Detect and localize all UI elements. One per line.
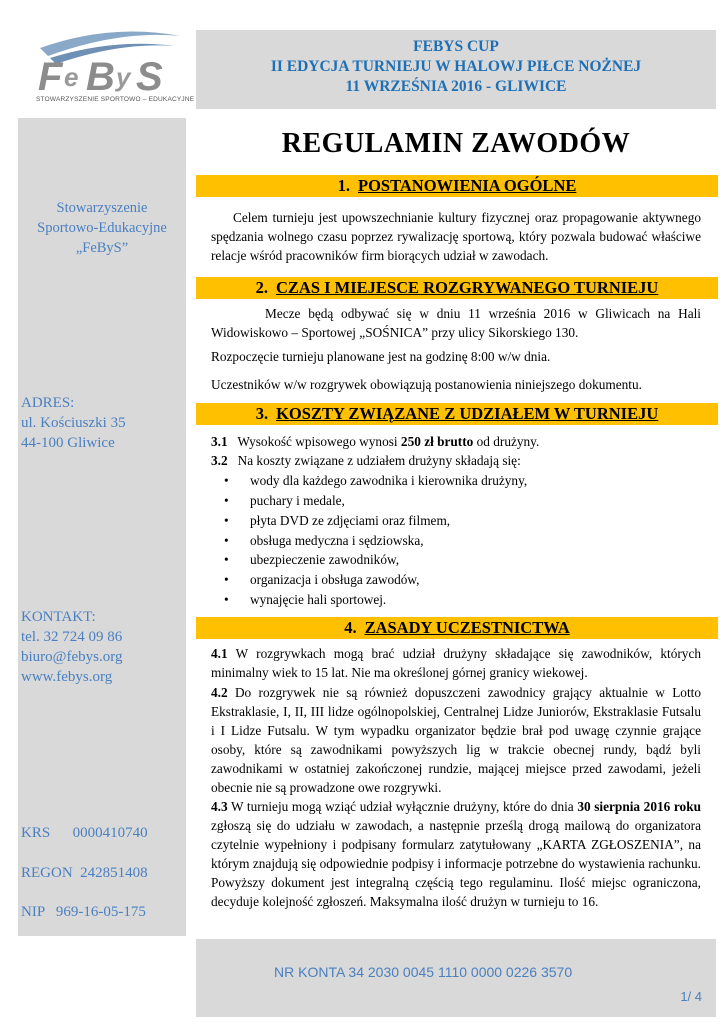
cost-list-item-text: ubezpieczenie zawodników, [250, 552, 400, 567]
section-heading-3 [196, 403, 718, 425]
svg-text:y: y [116, 62, 131, 92]
item-4-2 [211, 683, 701, 797]
item-number: 3.1 [211, 434, 228, 449]
cost-list-item-text: puchary i medale, [250, 493, 345, 508]
address-city: 44-100 Gliwice [21, 435, 115, 451]
item-text: od drużyny. [473, 434, 540, 449]
section-title: ZASADY UCZESTNICTWA [364, 618, 570, 637]
section-title: KOSZTY ZWIĄZANE Z UDZIAŁEM W TURNIEJU [276, 404, 659, 423]
section-heading-4 [196, 617, 718, 639]
item-number: 4.2 [211, 685, 228, 700]
section-number: 1. [337, 176, 350, 195]
org-line: Stowarzyszenie [56, 200, 148, 216]
contact-website[interactable]: www.febys.org [21, 669, 113, 685]
svg-text:F: F [38, 55, 63, 98]
document-footer [196, 939, 716, 1017]
sidebar [18, 118, 186, 936]
bullet-icon: • [224, 533, 229, 548]
item-4-1 [211, 644, 701, 682]
sidebar-address [21, 393, 126, 453]
svg-text:B: B [86, 55, 115, 98]
svg-text:e: e [64, 62, 79, 92]
section-number: 2. [255, 278, 268, 297]
bullet-icon: • [224, 592, 229, 607]
cost-list-item-text: wynajęcie hali sportowej. [250, 592, 387, 607]
bullet-icon: • [224, 493, 229, 508]
page-title: REGULAMIN ZAWODÓW [281, 128, 631, 159]
section-2-paragraph-1: Mecze będą odbywać się w dniu 11 września 2016 w Gliwicach na Hali Widowiskowo – Sportowej „SOŚNICA” przy ulicy Sikorskiego 130. [211, 306, 701, 340]
section-title: CZAS I MIEJESCE ROZGRYWANEGO TURNIEJU [276, 278, 659, 297]
sidebar-contact [21, 607, 122, 687]
header-line-1: FEBYS CUP [413, 38, 499, 55]
febys-logo-graphic [30, 28, 190, 98]
cost-list-item-text: wody dla każdego zawodnika i kierownika drużyny, [250, 473, 528, 488]
bank-account: NR KONTA 34 2030 0045 1110 0000 0226 3570 [274, 964, 573, 980]
header-line-3: 11 WRZEŚNIA 2016 - GLIWICE [345, 78, 567, 95]
registration-deadline: 30 sierpnia 2016 roku [577, 799, 701, 814]
section-number: 4. [344, 618, 357, 637]
cost-list-item-text: organizacja i obsługa zawodów, [250, 572, 420, 587]
org-line: „FeByS” [75, 240, 129, 256]
section-number: 3. [255, 404, 269, 423]
item-text: Do rozgrywek nie są również dopuszczeni zawodnicy grający aktualnie w Lotto Ekstraklasie, I, II, III lidze ogólnopolskiej, Centralnej Lidze Juniorów, Ekstraklasie Futsalu i I Lidze Futsalu. W tym wypadku organizator będzie brał pod uwagę czynnie grające osoby, które są zawodnikami powyższych lig w trakcie obecnej rundy, bądź byli zawodnikami w ostatniej zakończonej rundzie, mającej miejsce przed zawodami, jeżeli obecnie nie są prowadzone owe rozgrywki. [211, 685, 701, 795]
contact-email[interactable]: biuro@febys.org [21, 649, 123, 665]
bullet-icon: • [224, 513, 229, 528]
bullet-icon: • [224, 552, 229, 567]
section-2-paragraph-3: Uczestników w/w rozgrywek obowiązują postanowienia niniejszego dokumentu. [211, 377, 642, 392]
bullet-icon: • [224, 572, 229, 587]
section-heading-2 [196, 277, 718, 299]
svg-text:S: S [136, 55, 163, 98]
item-text: zgłoszą się do udziału w zawodach, a następnie prześlą drogą mailową do organizatora czytelnie wypełniony i podpisany formularz zatytułowany „KARTA ZGŁOSZENIA”, na którym znajdują się odpowiednie podpisy i informacje potrzebne do wystawienia rachunku. Powyższy dokument jest integralną częścią tego regulaminu. Ilość miejsc ograniczona, decyduje kolejność zgłoszeń. Maksymalna ilość drużyn w turnieju to 16. [211, 818, 701, 909]
page-number: 1/ 4 [680, 989, 702, 1004]
section-1-paragraph: Celem turnieju jest upowszechnianie kultury fizycznej oraz propagowanie aktywnego spędzania wolnego czasu poprzez rywalizację sportową, który pozwala budować właściwe relacje wśród pracowników firm biorących udział w zawodach. [211, 210, 701, 263]
header-line-2: II EDYCJA TURNIEJU W HALOWJ PIŁCE NOŻNEJ [270, 58, 642, 75]
address-label: ADRES: [21, 395, 75, 411]
item-text: Wysokość wpisowego wynosi [227, 434, 401, 449]
item-text: W turnieju mogą wziąć udział wyłącznie drużyny, które do dnia [227, 799, 578, 814]
org-line: Sportowo-Edukacyjne [37, 220, 167, 236]
entry-fee: 250 zł brutto [400, 434, 474, 449]
section-2-paragraph-2: Rozpoczęcie turnieju planowane jest na godzinę 8:00 w/w dnia. [211, 349, 551, 364]
sidebar-nip: NIP 969-16-05-175 [21, 904, 146, 920]
item-text: W rozgrywkach mogą brać udział drużyny składające się zawodników, których minimalny wiek to 15 lat. Nie ma określonej górnej granicy wiekowej. [211, 646, 701, 680]
item-number: 4.1 [211, 646, 228, 661]
document-header [196, 30, 716, 109]
item-4-3 [211, 797, 701, 911]
contact-phone: tel. 32 724 09 86 [21, 629, 123, 645]
sidebar-organization [18, 198, 186, 258]
address-street: ul. Kościuszki 35 [21, 415, 126, 431]
contact-label: KONTAKT: [21, 609, 96, 625]
item-3-2 [211, 451, 701, 470]
item-text: Na koszty związane z udziałem drużyny składają się: [227, 453, 521, 468]
logo-subtitle: STOWARZYSZENIE SPORTOWO – EDUKACYJNE [36, 96, 195, 103]
item-3-1 [211, 432, 701, 451]
item-number: 4.3 [211, 799, 228, 814]
section-heading-1 [196, 175, 718, 197]
sidebar-krs: KRS 0000410740 [21, 825, 148, 841]
cost-list-item-text: obsługa medyczna i sędziowska, [250, 533, 424, 548]
item-number: 3.2 [211, 453, 228, 468]
sidebar-regon: REGON 242851408 [21, 865, 148, 881]
cost-list-item-text: płyta DVD ze zdjęciami oraz filmem, [250, 513, 451, 528]
bullet-icon: • [224, 473, 229, 488]
section-title: POSTANOWIENIA OGÓLNE [358, 176, 577, 195]
